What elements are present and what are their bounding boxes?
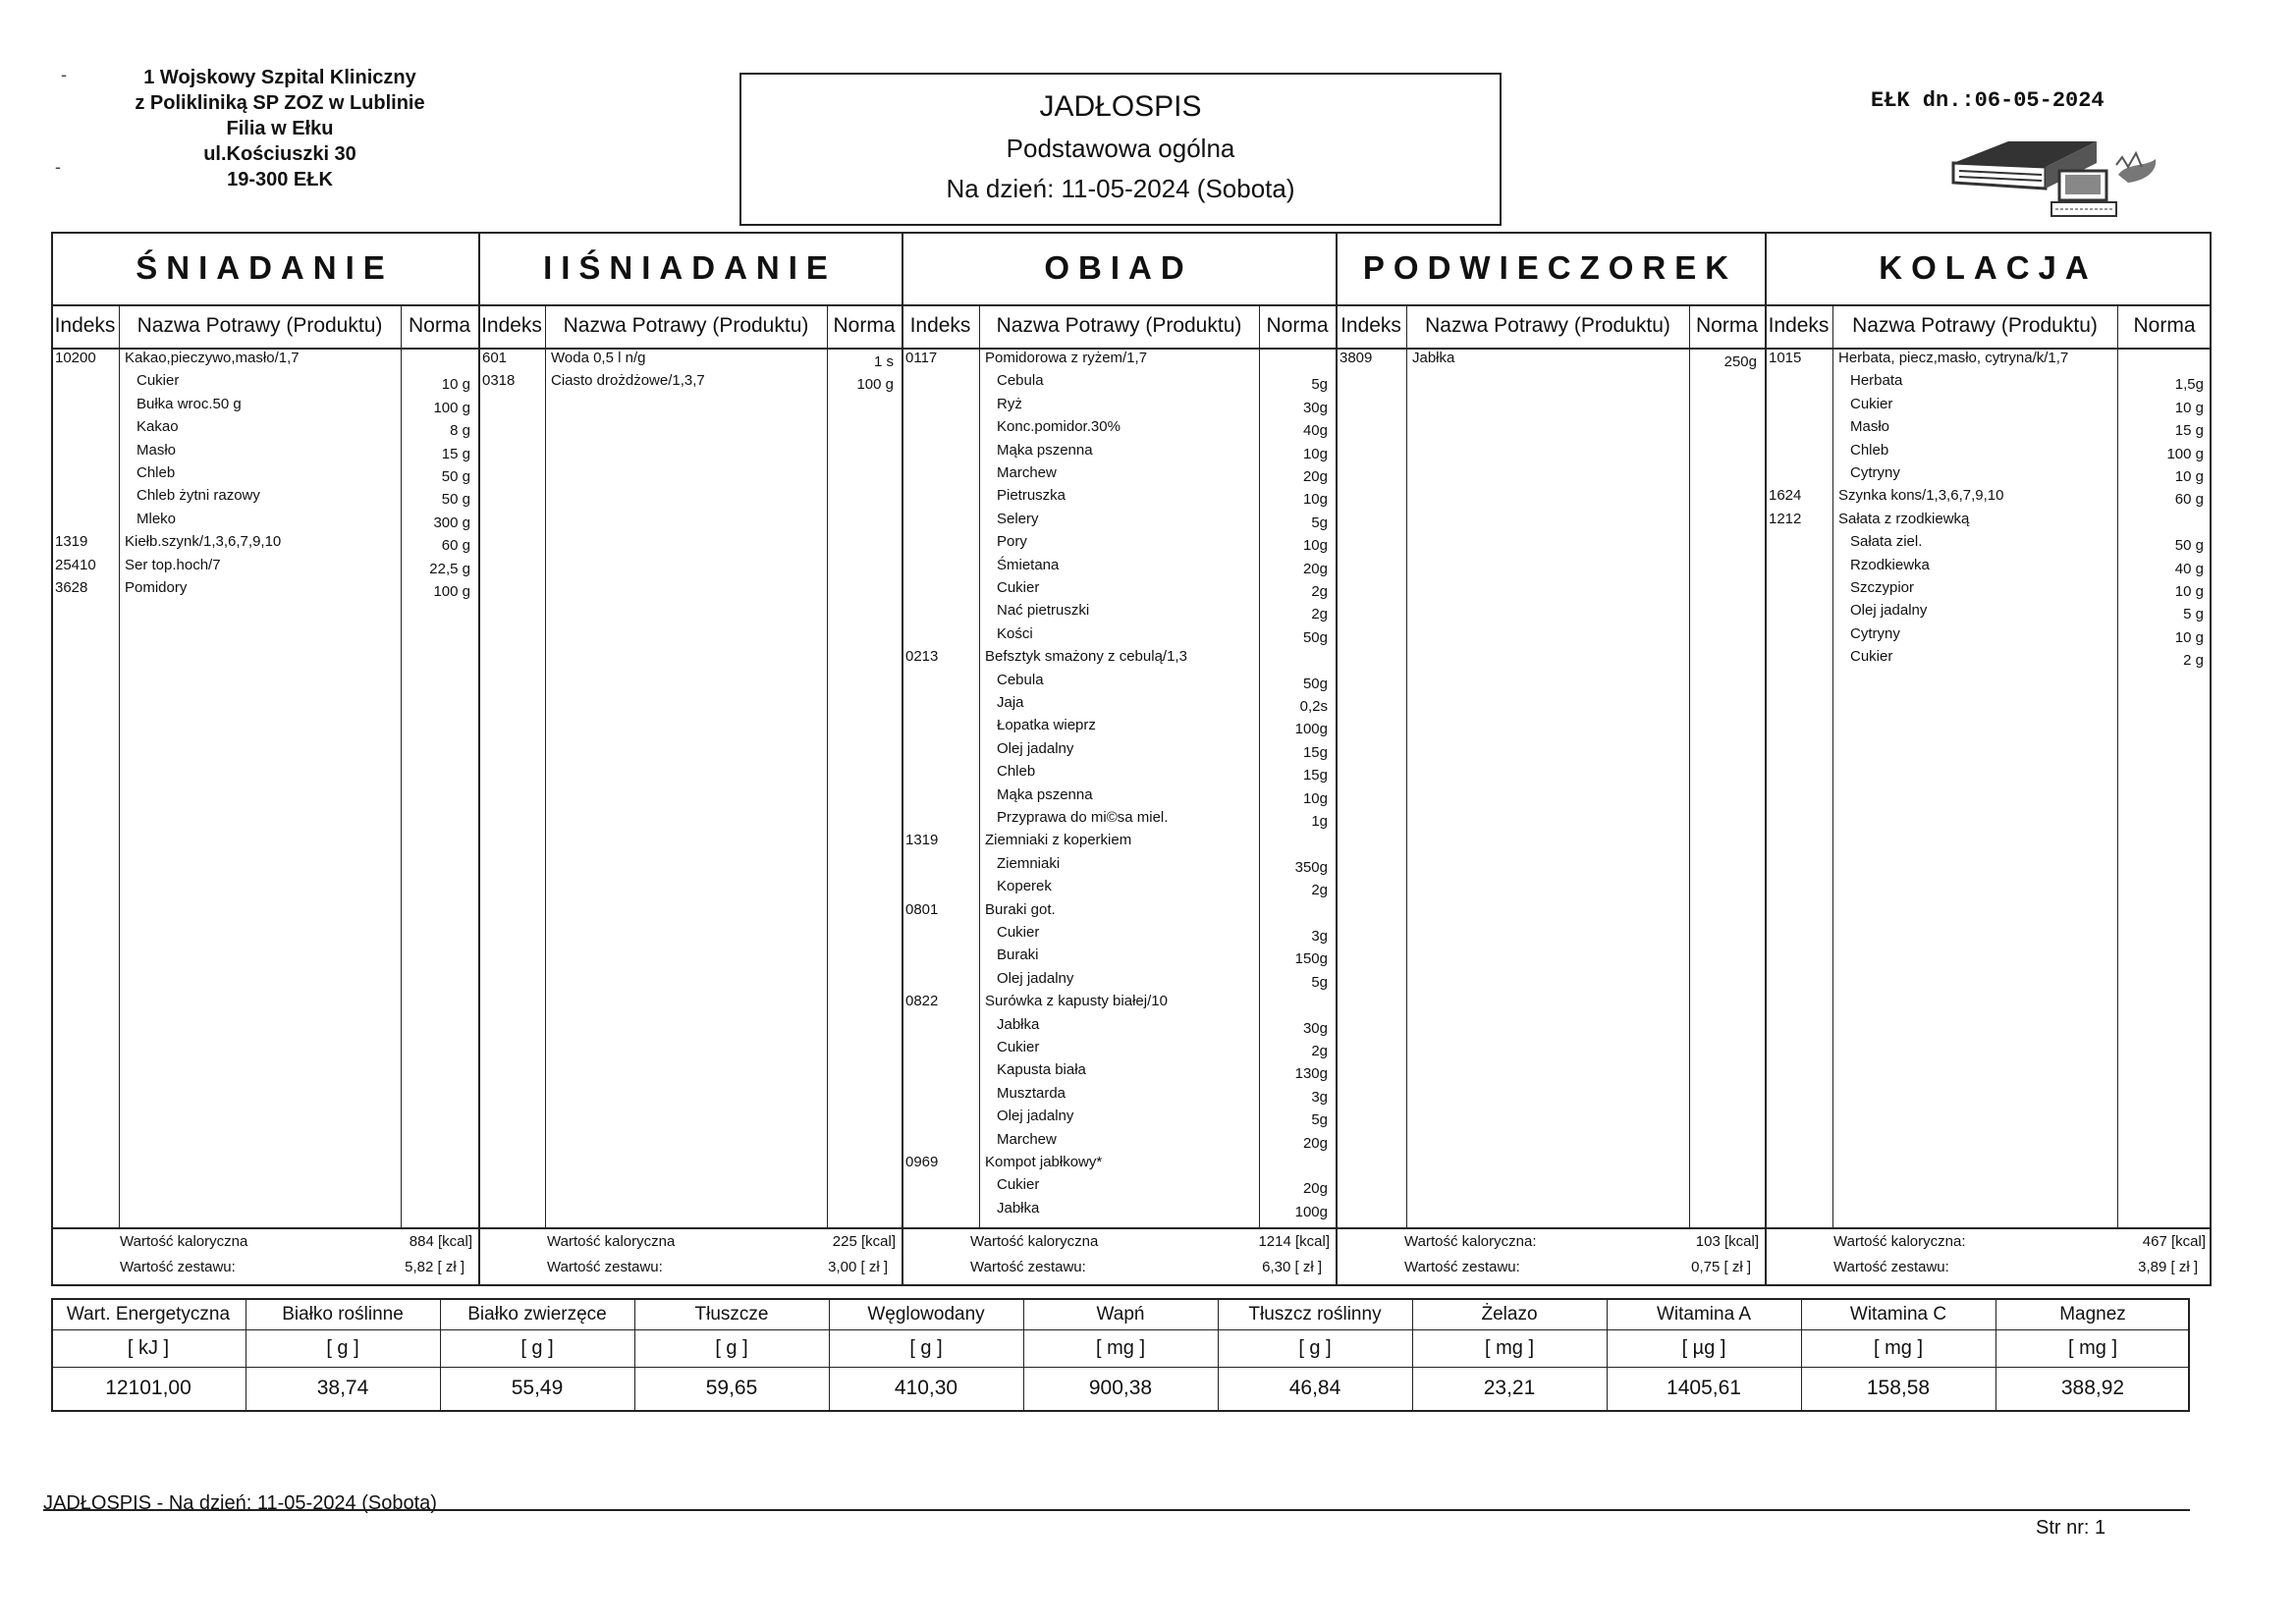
cost-label: Wartość zestawu: [1404,1259,1520,1275]
column-header-norm: Norma [2133,314,2196,337]
ingredient-name: Chleb [137,464,176,481]
row-norm: 50g [1302,628,1328,646]
nutrient-value: 23,21 [1483,1377,1536,1399]
dish-name: Surówka z kapusty białej/10 [985,993,1168,1010]
column-divider [545,304,546,1227]
section-divider [902,232,903,1286]
ingredient-name: Cebula [997,372,1044,390]
row-norm: 100 g [2166,445,2204,462]
column-header-norm: Norma [408,314,470,337]
row-norm: 10g [1302,445,1328,462]
row-norm: 40g [1302,422,1328,440]
ingredient-name: Marchew [997,1130,1057,1148]
row-index: 3628 [55,579,88,596]
row-norm: 15 g [441,445,470,462]
nutrient-label: Białko roślinne [282,1304,404,1325]
ingredient-name: Mleko [137,510,177,527]
ingredient-name: Cebula [997,671,1044,688]
nutrient-value: 388,92 [2060,1377,2125,1399]
row-norm: 50 g [2174,537,2204,555]
row-norm: 3g [1311,1088,1328,1106]
menu-date: Na dzień: 11-05-2024 (Sobota) [946,174,1295,203]
row-norm: 50 g [441,468,470,485]
cost-value: 0,75 [ zł ] [1691,1259,1751,1275]
row-norm: 100g [1294,721,1328,738]
ingredient-name: Mąka pszenna [997,441,1093,459]
margin-mark: - [55,157,61,177]
column-divider [827,304,828,1227]
hospital-address [108,65,452,192]
nutrient-value: 38,74 [316,1377,369,1399]
ingredient-name: Kapusta biała [997,1061,1086,1079]
row-norm: 5g [1311,376,1328,394]
row-index: 0117 [905,350,938,366]
row-norm: 3g [1311,928,1328,945]
ingredient-name: Cukier [997,924,1040,941]
column-header-name: Nazwa Potrawy (Produktu) [137,314,383,337]
cost-value: 5,82 [ zł ] [405,1259,465,1275]
meal-title: ŚNIADANIE [136,249,394,286]
row-norm: 10 g [2174,583,2204,600]
column-header-name: Nazwa Potrawy (Produktu) [563,314,809,337]
row-norm: 10 g [2174,399,2204,416]
cost-value: 6,30 [ zł ] [1262,1259,1322,1275]
cost-label: Wartość zestawu: [970,1259,1086,1275]
row-norm: 22,5 g [429,560,470,577]
column-header-index: Indeks [54,314,116,337]
nutrient-label: Białko zwierzęce [467,1304,607,1325]
ingredient-name: Cukier [997,579,1040,596]
row-norm: 5 g [2183,606,2204,623]
row-index: 0969 [905,1154,939,1170]
ingredient-name: Olej jadalny [997,969,1074,987]
row-norm: 5g [1311,514,1328,531]
calorie-value: 884 [kcal] [409,1233,472,1250]
row-norm: 1g [1311,813,1328,830]
row-index: 1212 [1769,510,1802,527]
ingredient-name: Ziemniaki [997,854,1061,872]
nutrient-value: 55,49 [511,1377,564,1399]
ingredient-name: Jabłka [997,1015,1040,1033]
row-norm: 2g [1311,606,1328,623]
ingredient-name: Jabłka [997,1199,1040,1217]
ingredient-name: Jaja [997,694,1024,711]
dish-name: Herbata, piecz,masło, cytryna/k/1,7 [1838,350,2069,366]
dish-name: Kakao,pieczywo,masło/1,7 [125,350,300,366]
ingredient-name: Koperek [997,878,1052,895]
nutrient-value: 158,58 [1866,1377,1931,1399]
calorie-value: 1214 [kcal] [1258,1233,1330,1250]
row-norm: 100g [1294,1203,1328,1220]
row-norm: 10g [1302,789,1328,807]
nutrient-unit: [ mg ] [1484,1337,1534,1359]
title-box [739,73,1502,226]
ingredient-name: Ryż [997,395,1022,412]
meal-title: OBIAD [1044,249,1193,286]
row-norm: 2 g [2183,652,2204,670]
nutrient-unit: [ g ] [1298,1337,1332,1359]
column-divider [401,304,402,1227]
hospital-line: Filia w Ełku [226,118,334,139]
column-header-index: Indeks [1768,314,1830,337]
calorie-label: Wartość kaloryczna [120,1233,248,1250]
nutrient-value: 410,30 [894,1377,958,1399]
ingredient-name: Pory [997,533,1027,551]
nutrient-unit: [ mg ] [1873,1337,1923,1359]
row-norm: 10 g [2174,468,2204,485]
row-norm: 1 s [873,353,894,370]
dish-name: Befsztyk smażony z cebulą/1,3 [985,648,1187,666]
ingredient-name: Cukier [997,1176,1040,1194]
calorie-label: Wartość kaloryczna [547,1233,676,1250]
nutrient-unit: [ kJ ] [127,1337,170,1359]
row-norm: 10 g [441,376,470,394]
column-header-norm: Norma [1695,314,1758,337]
row-norm: 30g [1302,1019,1328,1037]
ingredient-name: Masło [1850,418,1890,436]
row-norm: 5g [1311,1111,1328,1129]
row-norm: 15 g [2174,422,2204,440]
cost-label: Wartość zestawu: [120,1259,236,1275]
row-norm: 300 g [433,514,470,531]
diet-type: Podstawowa ogólna [1006,134,1235,163]
calorie-label: Wartość kaloryczna: [1833,1233,1966,1250]
column-header-norm: Norma [1266,314,1329,337]
ingredient-name: Cytryny [1850,624,1900,642]
column-header-name: Nazwa Potrawy (Produktu) [1425,314,1670,337]
meal-title: IIŚNIADANIE [543,249,837,286]
ingredient-name: Przyprawa do mi©sa miel. [997,809,1169,826]
nutrient-label: Węglowodany [867,1304,985,1325]
nutrition-value-divider [51,1367,2190,1368]
row-norm: 100 g [433,399,470,416]
ingredient-name: Olej jadalny [997,1108,1074,1125]
hospital-line: z Polikliniką SP ZOZ w Lublinie [135,92,425,114]
dish-name: Pomidory [125,579,188,596]
dish-name: Kompot jabłkowy* [985,1154,1103,1170]
dish-name: Ser top.hoch/7 [125,556,221,573]
row-index: 1319 [905,832,939,849]
row-norm: 2g [1311,1043,1328,1059]
nutrient-label: Witamina C [1849,1304,1947,1325]
ingredient-name: Herbata [1850,372,1903,390]
row-norm: 10g [1302,537,1328,555]
nutrient-label: Witamina A [1656,1304,1752,1325]
ingredient-name: Chleb [997,763,1036,781]
row-norm: 2g [1311,583,1328,600]
row-norm: 130g [1294,1065,1328,1083]
nutrient-unit: [ mg ] [2067,1337,2117,1359]
ingredient-name: Konc.pomidor.30% [997,418,1121,436]
cost-value: 3,00 [ zł ] [828,1259,888,1275]
column-divider [1832,304,1833,1227]
row-norm: 250g [1723,353,1757,370]
margin-mark: - [61,65,67,84]
nutrient-label: Tłuszcze [694,1304,769,1325]
hospital-line: 1 Wojskowy Szpital Kliniczny [143,67,416,88]
row-norm: 20g [1302,1134,1328,1152]
nutrient-unit: [ g ] [520,1337,554,1359]
ingredient-name: Pietruszka [997,487,1066,505]
row-norm: 15g [1302,767,1328,784]
ingredient-name: Bułka wroc.50 g [137,395,242,412]
column-divider [119,304,120,1227]
row-index: 0318 [482,372,516,390]
row-norm: 60 g [441,537,470,555]
row-norm: 20g [1302,468,1328,485]
dish-name: Sałata z rzodkiewką [1838,510,1970,527]
row-norm: 100 g [433,583,470,600]
footer-label: JADŁOSPIS - Na dzień: 11-05-2024 (Sobota) [43,1492,437,1514]
ingredient-name: Musztarda [997,1084,1066,1102]
ingredient-name: Cukier [1850,648,1893,666]
ingredient-name: Szczypior [1850,579,1915,596]
ingredient-name: Łopatka wieprz [997,717,1096,734]
nutrient-label: Magnez [2059,1304,2126,1325]
section-divider [478,232,480,1286]
row-index: 0801 [905,900,939,918]
row-index: 3809 [1339,350,1373,366]
column-header-name: Nazwa Potrawy (Produktu) [1852,314,2098,337]
column-header-index: Indeks [481,314,542,337]
row-norm: 50 g [441,491,470,509]
nutrient-value: 900,38 [1088,1377,1153,1399]
column-divider [1689,304,1690,1227]
calorie-label: Wartość kaloryczna: [1404,1233,1537,1250]
row-norm: 150g [1294,950,1328,968]
meal-title: KOLACJA [1879,249,2098,286]
row-index: 25410 [55,556,96,573]
calorie-value: 103 [kcal] [1695,1233,1759,1250]
issue-date: EŁK dn.:06-05-2024 [1871,88,2105,113]
ingredient-name: Kości [997,624,1033,642]
cost-label: Wartość zestawu: [547,1259,663,1275]
ingredient-name: Cukier [1850,395,1893,412]
column-header-norm: Norma [833,314,896,337]
nutrient-label: Wart. Energetyczna [66,1304,231,1325]
row-norm: 20g [1302,560,1328,577]
nutrient-label: Tłuszcz roślinny [1248,1304,1382,1325]
ingredient-name: Cytryny [1850,464,1900,481]
ingredient-name: Masło [137,441,177,459]
ingredient-name: Marchew [997,464,1057,481]
calorie-value: 225 [kcal] [832,1233,896,1250]
column-header-name: Nazwa Potrawy (Produktu) [996,314,1242,337]
ingredient-name: Nać pietruszki [997,602,1090,620]
column-divider [2117,304,2118,1227]
nutrient-unit: [ g ] [326,1337,359,1359]
ingredient-name: Kakao [137,418,179,436]
row-index: 0213 [905,648,939,666]
section-divider [1336,232,1338,1286]
row-norm: 8 g [450,422,470,440]
row-norm: 60 g [2174,491,2204,509]
row-norm: 40 g [2174,560,2204,577]
dish-name: Pomidorowa z ryżem/1,7 [985,350,1148,366]
row-index: 10200 [55,350,96,366]
dish-name: Ciasto drożdżowe/1,3,7 [551,372,705,390]
menu-table [51,232,2212,1286]
dish-name: Woda 0,5 l n/g [551,350,646,366]
ingredient-name: Chleb żytni razowy [137,487,260,505]
row-norm: 2g [1311,882,1328,899]
ingredient-name: Śmietana [997,556,1060,573]
row-norm: 5g [1311,973,1328,991]
ingredient-name: Chleb [1850,441,1889,459]
row-norm: 100 g [856,376,894,394]
document-title: JADŁOSPIS [1039,90,1202,123]
nutrient-unit: [ g ] [715,1337,748,1359]
page-number: Str nr: 1 [2036,1517,2106,1539]
ingredient-name: Mąka pszenna [997,785,1093,803]
row-norm: 50g [1302,675,1328,692]
ingredient-name: Cukier [997,1039,1040,1055]
nutrient-value: 1405,61 [1667,1377,1741,1399]
nutrient-unit: [ µg ] [1681,1337,1726,1359]
row-norm: 15g [1302,743,1328,761]
row-index: 1015 [1769,350,1802,366]
ingredient-name: Sałata ziel. [1850,533,1923,551]
ingredient-name: Selery [997,510,1039,527]
dish-name: Ziemniaki z koperkiem [985,832,1132,849]
column-header-index: Indeks [1340,314,1401,337]
cost-value: 3,89 [ zł ] [2138,1259,2198,1275]
row-norm: 10 g [2174,628,2204,646]
row-norm: 20g [1302,1180,1328,1198]
calorie-value: 467 [kcal] [2142,1233,2206,1250]
nutrient-value: 12101,00 [105,1377,191,1399]
nutrient-label: Wapń [1096,1304,1145,1325]
footer-divider [43,1509,2190,1511]
ingredient-name: Olej jadalny [997,739,1074,757]
row-norm: 30g [1302,399,1328,416]
ingredient-name: Cukier [137,372,180,390]
nutrient-value: 46,84 [1288,1377,1341,1399]
row-index: 1319 [55,533,88,551]
row-index: 1624 [1769,487,1802,505]
column-divider [1406,304,1407,1227]
row-index: 0822 [905,993,939,1010]
column-header-index: Indeks [909,314,971,337]
calorie-label: Wartość kaloryczna [970,1233,1099,1250]
dish-name: Buraki got. [985,900,1056,918]
nutrient-value: 59,65 [705,1377,758,1399]
ingredient-name: Olej jadalny [1850,602,1928,620]
hospital-line: 19-300 EŁK [227,169,333,190]
nutrient-label: Żelazo [1481,1304,1538,1325]
nutrition-unit-divider [51,1329,2190,1330]
nutrient-unit: [ mg ] [1095,1337,1145,1359]
meal-title: PODWIECZOREK [1362,249,1738,286]
dish-name: Kiełb.szynk/1,3,6,7,9,10 [125,533,282,551]
row-norm: 10g [1302,491,1328,509]
dish-name: Jabłka [1412,350,1455,366]
cost-label: Wartość zestawu: [1833,1259,1949,1275]
book-icon [1949,137,2173,226]
dish-name: Szynka kons/1,3,6,7,9,10 [1838,487,2004,505]
row-index: 601 [482,350,508,366]
column-divider [979,304,980,1227]
row-norm: 350g [1294,858,1328,876]
row-norm: 0,2s [1299,698,1328,715]
nutrient-unit: [ g ] [909,1337,943,1359]
section-divider [1765,232,1767,1286]
ingredient-name: Rzodkiewka [1850,556,1930,573]
row-norm: 1,5g [2174,376,2204,394]
hospital-line: ul.Kościuszki 30 [203,143,356,165]
ingredient-name: Buraki [997,947,1039,964]
totals-divider [51,1227,2212,1229]
